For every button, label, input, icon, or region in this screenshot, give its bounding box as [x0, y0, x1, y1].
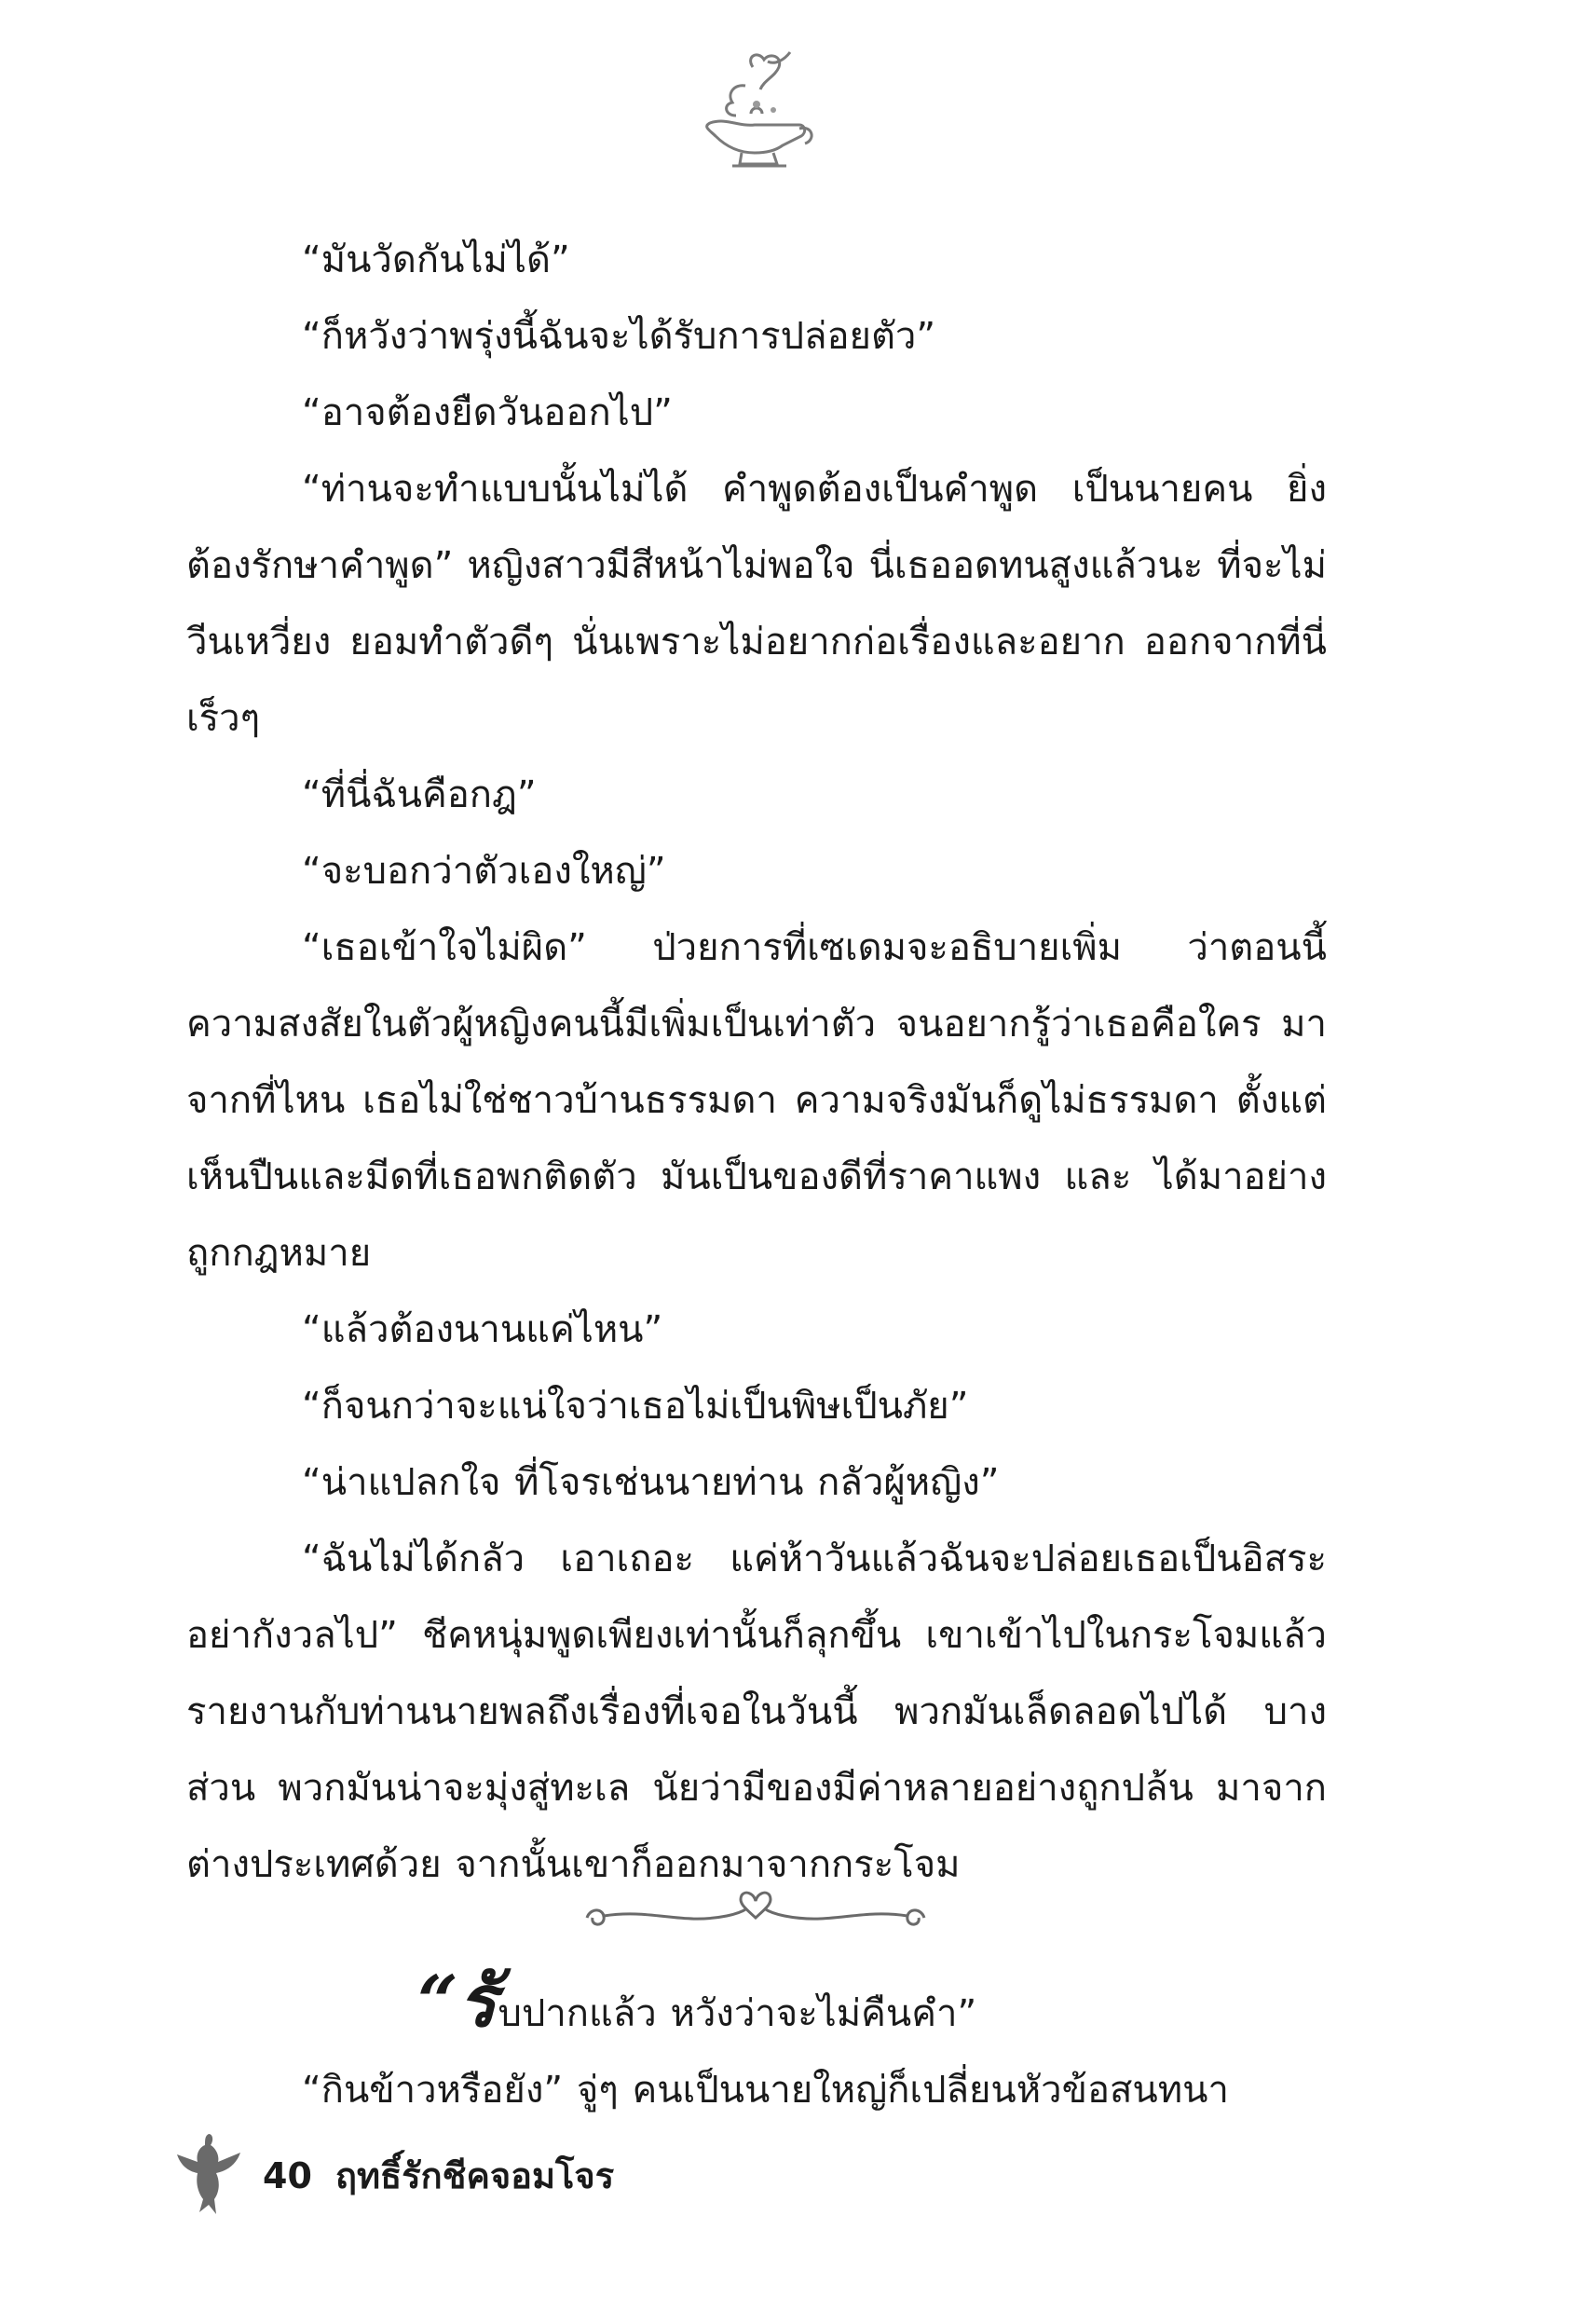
paragraph: “ฉันไม่ได้กลัว เอาเถอะ แค่ห้าวันแล้วฉันจะปล่อยเธอเป็นอิสระ อย่ากังวลไป” ชีคหนุ่มพูดเพียงเท่านั้นก็ลุกขึ้น เขาเข้าไปในกระโจมแล้ว รายงานกับท่านนายพลถึงเรื่องที่เจอในวันนี้ พวกมันเล็ดลอดไปได้ บางส่วน พวกมันน่าจะมุ่งสู่ทะเล นัยว่ามีของมีค่าหลายอย่างถูกปล้น มาจากต่างประเทศด้วย จากนั้นเขาก็ออกมาจากกระโจม — [186, 1538, 1327, 1886]
drop-cap: “รั — [417, 1960, 497, 2043]
book-title: ฤทธิ์รักชีคจอมโจร — [335, 2155, 615, 2196]
genie-lamp-icon — [689, 48, 820, 174]
paragraph: “จะบอกว่าตัวเองใหญ่” — [302, 850, 666, 893]
paragraph: “แล้วต้องนานแค่ไหน” — [302, 1308, 663, 1351]
paragraph: “กินข้าวหรือยัง” จู่ๆ คนเป็นนายใหญ่ก็เปลี่ยนหัวข้อสนทนา — [302, 2069, 1229, 2112]
page-footer — [158, 2126, 811, 2229]
paragraph: “มันวัดกันไม่ได้” — [302, 239, 570, 281]
paragraph — [186, 1960, 1327, 2052]
section-two — [186, 1960, 1327, 2128]
page-number: 40 — [263, 2155, 312, 2196]
heart-scroll-divider — [578, 1880, 934, 1936]
paragraph: “อาจต้องยืดวันออกไป” — [302, 391, 673, 434]
paragraph: “ที่นี่ฉันคือกฎ” — [302, 773, 537, 816]
paragraph: “ก็หวังว่าพรุ่งนี้ฉันจะได้รับการปล่อยตัว” — [302, 315, 936, 358]
paragraph: “ก็จนกว่าจะแน่ใจว่าเธอไม่เป็นพิษเป็นภัย” — [302, 1385, 969, 1428]
eagle-icon — [158, 2126, 252, 2220]
paragraph-text: บปากแล้ว หวังว่าจะไม่คืนคำ” — [498, 1992, 977, 2035]
paragraph: “ท่านจะทำแบบนั้นไม่ได้ คำพูดต้องเป็นคำพูด เป็นนายคน ยิ่งต้องรักษาคำพูด” หญิงสาวมีสีหน้าไม่พอใจ นี่เธออดทนสูงแล้วนะ ที่จะไม่วีนเหวี่ยง ยอมทำตัวดีๆ นั่นเพราะไม่อยากก่อเรื่องและอยาก ออกจากที่นี่เร็วๆ — [186, 468, 1327, 740]
paragraph: “เธอเข้าใจไม่ผิด” ป่วยการที่เซเดมจะอธิบายเพิ่ม ว่าตอนนี้ ความสงสัยในตัวผู้หญิงคนนี้มีเพิ่มเป็นเท่าตัว จนอยากรู้ว่าเธอคือใคร มาจากที่ไหน เธอไม่ใช่ชาวบ้านธรรมดา ความจริงมันก็ดูไม่ธรรมดา ตั้งแต่เห็นปืนและมีดที่เธอพกติดตัว มันเป็นของดีที่ราคาแพง และ ได้มาอย่างถูกกฎหมาย — [186, 926, 1327, 1275]
body-text — [186, 222, 1327, 1903]
paragraph: “น่าแปลกใจ ที่โจรเช่นนายท่าน กลัวผู้หญิง” — [302, 1461, 1000, 1504]
